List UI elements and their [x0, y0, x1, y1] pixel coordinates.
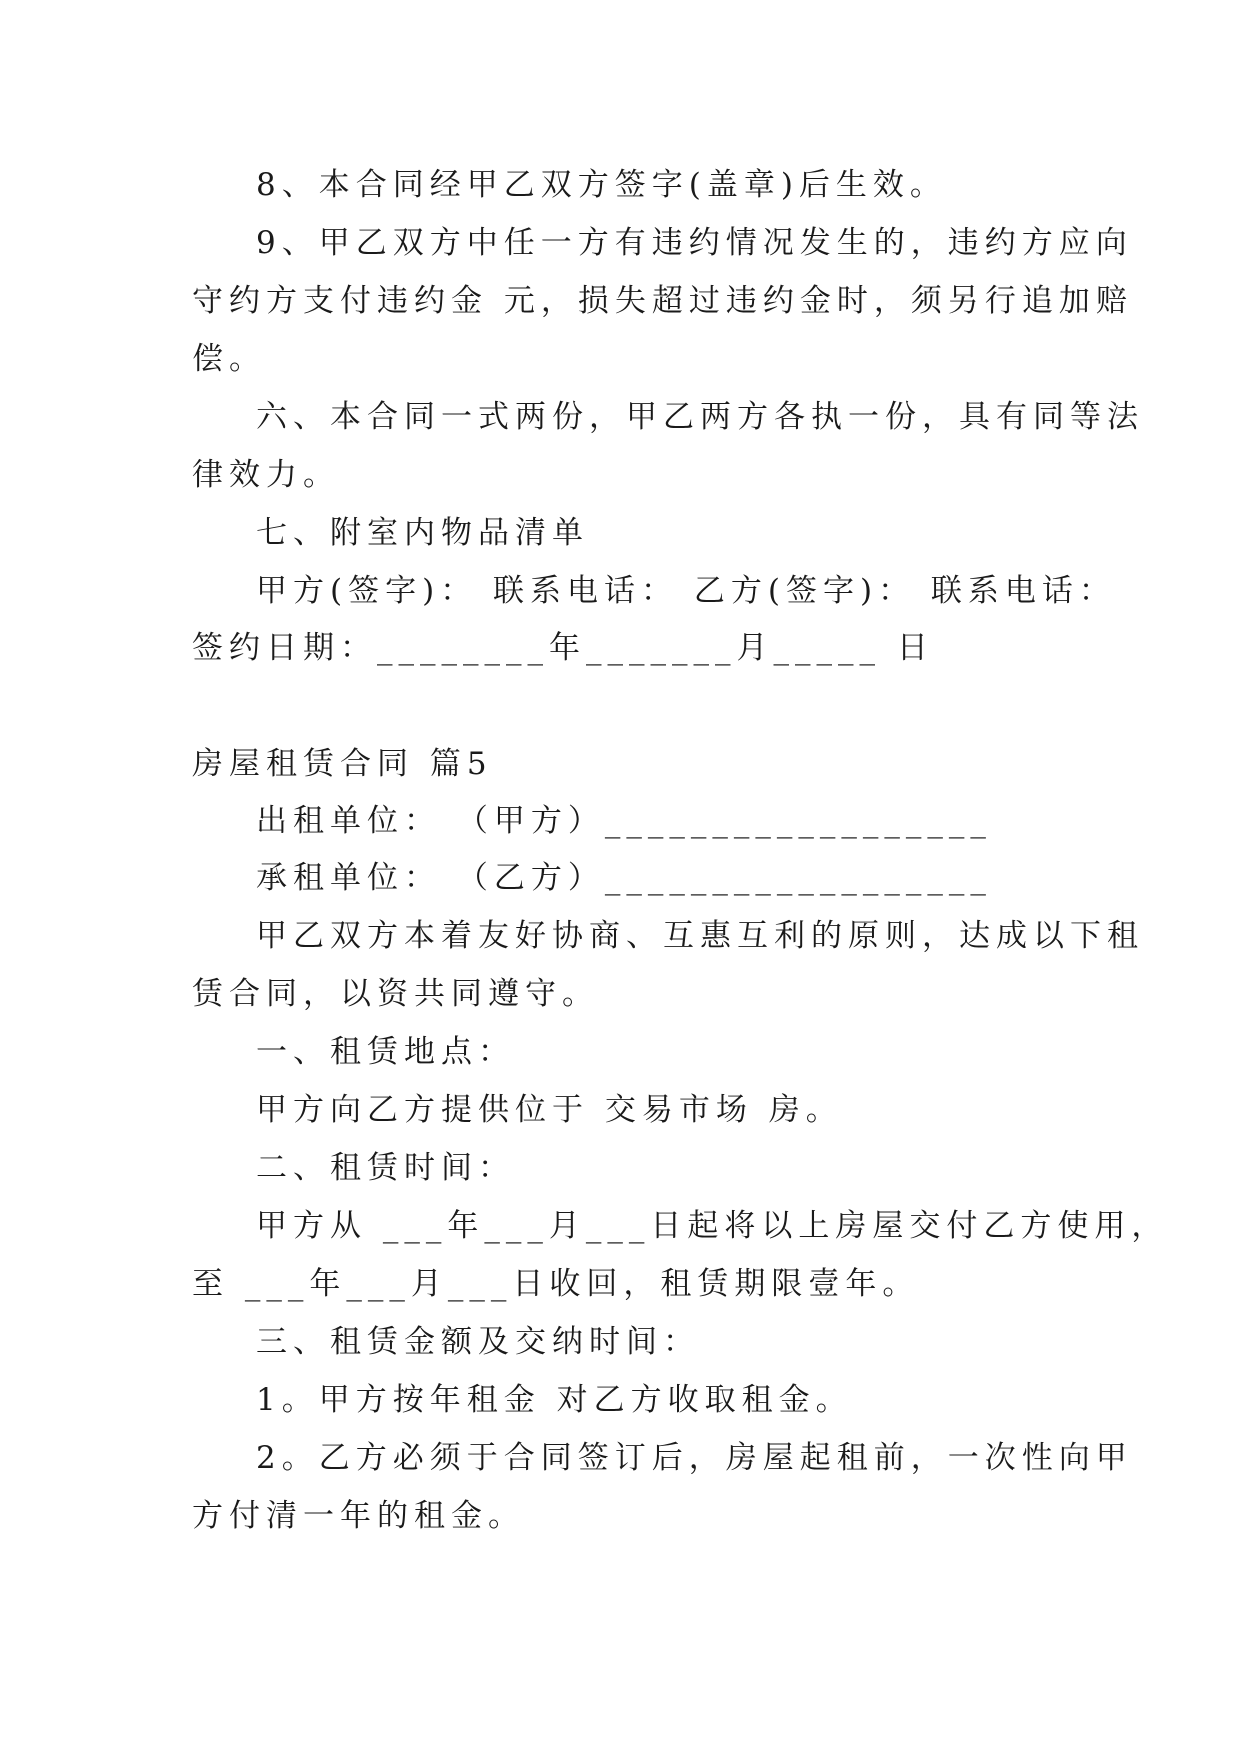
section-3-heading: 三、租赁金额及交纳时间： [256, 1324, 700, 1360]
clause-9-line-2: 守约方支付违约金 元，损失超过违约金时，须另行追加赔 [192, 283, 1133, 319]
signing-date-line: 签约日期：________年_______月_____ 日 [192, 630, 934, 666]
preamble-line-1: 甲乙双方本着友好协商、互惠互利的原则，达成以下租 [256, 918, 1144, 954]
section-2-heading: 二、租赁时间： [256, 1150, 515, 1186]
section-3-item-2-line-1: 2。乙方必须于合同签订后，房屋起租前，一次性向甲 [256, 1440, 1133, 1476]
preamble-line-2: 赁合同，以资共同遵守。 [192, 976, 599, 1012]
clause-9-line-3: 偿。 [192, 341, 266, 377]
section-2-body-line-1: 甲方从 ___年___月___日起将以上房屋交付乙方使用， [256, 1208, 1169, 1244]
section-6-line-2: 律效力。 [192, 457, 340, 493]
section-1-body: 甲方向乙方提供位于 交易市场 房。 [256, 1092, 843, 1128]
lessor-line: 出租单位： （甲方）__________________ [256, 803, 992, 839]
signature-line: 甲方(签字)： 联系电话： 乙方(签字)： 联系电话： [256, 573, 1116, 609]
section-3-item-1: 1。甲方按年租金 对乙方收取租金。 [256, 1382, 853, 1418]
contract-title: 房屋租赁合同 篇5 [192, 746, 493, 782]
lessee-line: 承租单位： （乙方）__________________ [256, 860, 992, 896]
clause-9-line-1: 9、甲乙双方中任一方有违约情况发生的，违约方应向 [256, 225, 1133, 261]
section-7-heading: 七、附室内物品清单 [256, 515, 589, 551]
section-2-body-line-2: 至 ___年___月___日收回，租赁期限壹年。 [192, 1266, 920, 1302]
section-3-item-2-line-2: 方付清一年的租金。 [192, 1498, 525, 1534]
section-1-heading: 一、租赁地点： [256, 1034, 515, 1070]
section-6-line-1: 六、本合同一式两份，甲乙两方各执一份，具有同等法 [256, 399, 1144, 435]
clause-8: 8、本合同经甲乙双方签字(盖章)后生效。 [256, 167, 947, 203]
